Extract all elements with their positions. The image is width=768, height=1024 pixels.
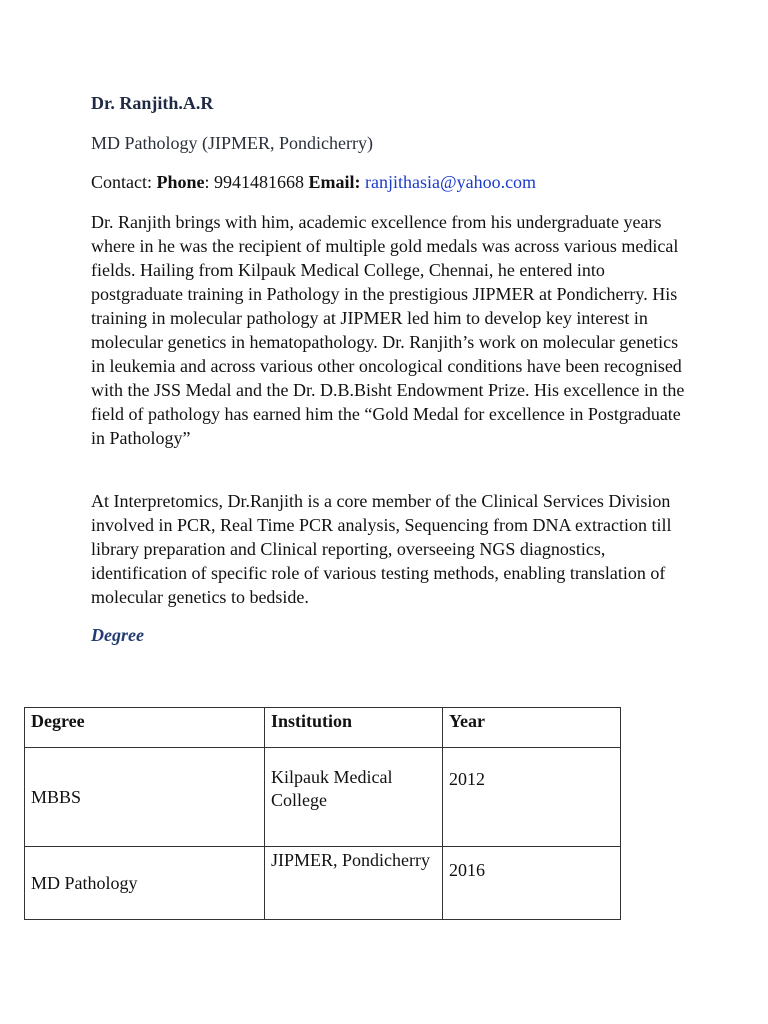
contact-line: Contact: Phone: 9941481668 Email: ranjithasia@yahoo.com xyxy=(91,172,537,192)
role-paragraph: At Interpretomics, Dr.Ranjith is a core member of the Clinical Services Division involved in PCR, Real Time PCR analysis, Sequencing from DNA extraction till library preparation and Clinical reporting, overseeing NGS diagnostics, identification of specific role of various testing methods, enabling translation of molecular genetics to bedside. xyxy=(91,491,672,607)
table-header-row xyxy=(25,708,621,748)
institution-cell: Kilpauk Medical College xyxy=(265,748,443,847)
degree-table xyxy=(24,707,621,920)
bio-paragraph: Dr. Ranjith brings with him, academic excellence from his undergraduate years where in he was the recipient of multiple gold medals was across various medical fields. Hailing from Kilpauk Medical College, Chennai, he entered into postgraduate training in Pathology in the prestigious JIPMER at Pondicherry. His training in molecular pathology at JIPMER led him to develop key interest in molecular genetics in hematopathology. Dr. Ranjith’s work on molecular genetics in leukemia and across various other oncological conditions have been recognised with the JSS Medal and the Dr. D.B.Bisht Endowment Prize. His excellence in the field of pathology has earned him the “Gold Medal for excellence in Postgraduate in Pathology” xyxy=(91,212,685,448)
table-row xyxy=(25,847,621,920)
column-header-institution: Institution xyxy=(265,708,443,748)
column-header-year: Year xyxy=(443,708,621,748)
degree-heading: Degree xyxy=(91,625,144,645)
phone-number: 9941481668 xyxy=(214,172,305,192)
profile-name: Dr. Ranjith.A.R xyxy=(91,93,214,113)
degree-cell: MD Pathology xyxy=(25,847,265,920)
profile-qualification: MD Pathology (JIPMER, Pondicherry) xyxy=(91,133,373,153)
column-header-degree: Degree xyxy=(25,708,265,748)
year-cell: 2012 xyxy=(443,748,621,847)
email-label: Email: xyxy=(308,172,361,192)
phone-label: Phone xyxy=(156,172,205,192)
contact-label: Contact: xyxy=(91,172,152,192)
institution-cell: JIPMER, Pondicherry xyxy=(265,847,443,920)
email-link[interactable]: ranjithasia@yahoo.com xyxy=(365,172,537,192)
table-row xyxy=(25,748,621,847)
degree-cell: MBBS xyxy=(25,748,265,847)
year-cell: 2016 xyxy=(443,847,621,920)
